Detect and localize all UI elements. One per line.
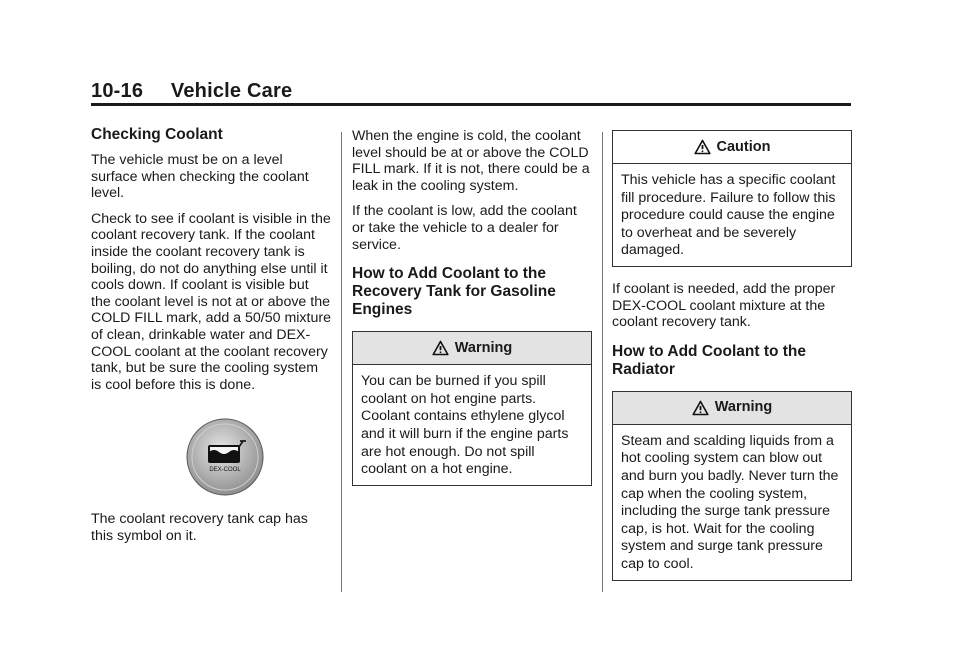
warning-box-2: [612, 391, 852, 581]
warning-box-2-title: Warning: [714, 399, 773, 416]
column-divider-1: [341, 132, 342, 592]
caution-box-header: [613, 131, 851, 164]
caution-triangle-icon: [694, 139, 711, 155]
symbol-caption: The coolant recovery tank cap has this symbol on it.: [91, 511, 308, 544]
warning-triangle-icon: [432, 340, 449, 356]
checking-para-1: The vehicle must be on a level surface when checking the coolant level.: [91, 152, 309, 202]
caution-box-title: Caution: [716, 138, 771, 155]
caution-box: [612, 130, 852, 267]
column-1: [91, 126, 331, 554]
symbol-label: DEX-COOL: [209, 467, 241, 474]
header-rule: [91, 103, 851, 106]
warning-box-1-header: [353, 332, 591, 365]
radiator-heading: How to Add Coolant to the Radiator: [612, 342, 806, 378]
col2-para-2: If the coolant is low, add the coolant or take the vehicle to a dealer for service.: [352, 203, 577, 253]
warning-box-2-body: Steam and scalding liquids from a hot cooling system can blow out and burn you badly. Never turn the cap when the cooling system, including the surge tank pressure cap, is hot. Wait for the cooling system and surge tank pressure cap to cool.: [621, 432, 839, 572]
page-header: [91, 80, 292, 103]
warning-box-1-title: Warning: [454, 339, 513, 356]
col3-para-1: If coolant is needed, add the proper DEX-COOL coolant mixture at the coolant recovery tank.: [612, 280, 836, 331]
caution-box-body: This vehicle has a specific coolant fill procedure. Failure to follow this procedure could cause the engine to overheat and be severely damaged.: [621, 172, 836, 259]
dex-cool-symbol: [119, 417, 331, 497]
column-3: [612, 130, 852, 591]
warning-triangle-icon: [692, 400, 709, 416]
checking-coolant-heading: Checking Coolant: [91, 126, 223, 143]
coolant-cap-symbol-icon: [185, 417, 265, 497]
section-title: Vehicle Care: [170, 80, 293, 102]
warning-box-1-body: You can be burned if you spill coolant on hot engine parts. Coolant contains ethylene glycol and it will burn if the engine parts are hot enough. Do not spill coolant on a hot engine.: [361, 373, 569, 478]
warning-box-2-header: [613, 392, 851, 425]
warning-box-1: [352, 331, 592, 486]
checking-para-2: Check to see if coolant is visible in the coolant recovery tank. If the coolant inside the coolant recovery tank is boiling, do not do anything else until it cools down. If coolant is visible but the coolant level is not at or above the COLD FILL mark, add a 50/50 mixture of clean, drinkable water and DEX-COOL coolant at the coolant recovery tank, but be sure the cooling system is cool before this is done.: [91, 210, 331, 393]
page-number: 10-16: [91, 80, 144, 102]
column-2: [352, 128, 592, 496]
column-divider-2: [602, 132, 603, 592]
col2-para-1: When the engine is cold, the coolant level should be at or above the COLD FILL mark. If it is not, there could be a leak in the cooling system.: [352, 128, 590, 194]
recovery-tank-heading: How to Add Coolant to the Recovery Tank for Gasoline Engines: [352, 265, 556, 319]
